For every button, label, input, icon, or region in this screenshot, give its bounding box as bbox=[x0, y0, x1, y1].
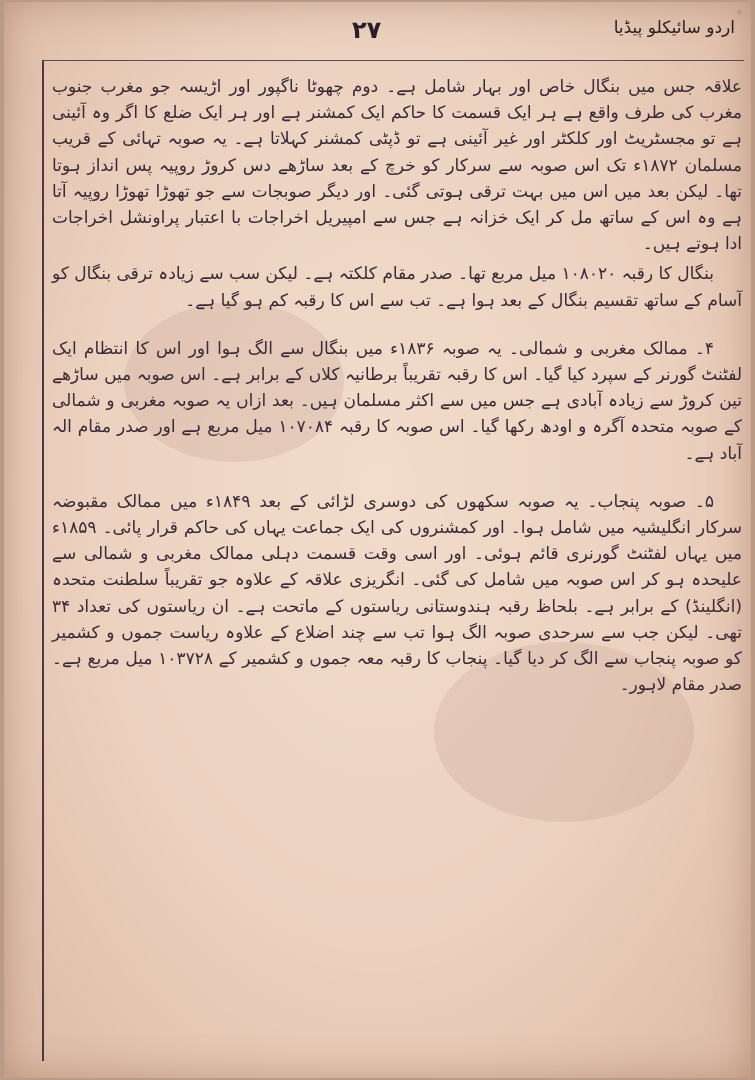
page-header bbox=[4, 2, 751, 52]
corner-mark: ◦ bbox=[736, 6, 744, 20]
paragraph-bengal-revenue: علاقہ جس میں بنگال خاص اور بہار شامل ہے۔ دوم چھوٹا ناگپور اور اڑیسہ جو مغرب جنوب مغرب کی طرف واقع ہے ہر ایک قسمت کا حاکم ایک کمشنر ہے اور ہر ایک ضلع کا اگر وہ آئینی ہے تو مجسٹریٹ اور کلکٹر اور غیر آئینی ہے تو ڈپٹی کمشنر کہلاتا ہے۔ یہ صوبہ تہائی کے قریب مسلمان ۱۸۷۲ء تک اس صوبہ سے سرکار کو خرچ کے بعد ساڑھے دس کروڑ روپیہ پس انداز ہوتا تھا۔ لیکن بعد میں اس میں بہت ترقی ہوتی گئی۔ اور دیگر صوبجات سے جو تھوڑا تھوڑا روپیہ آتا ہے وہ اس کے ساتھ مل کر ایک خزانہ ہے جس سے امپیریل اخراجات با اعتبار پراونشل اخراجات ادا ہوتے ہیں۔ bbox=[52, 77, 742, 255]
paragraph-punjab: ۵۔ صوبہ پنجاب۔ یہ صوبہ سکھوں کی دوسری لڑائی کے بعد ۱۸۴۹ء میں ممالک مقبوضہ سرکار انگلیشیہ میں شامل ہوا۔ اور کمشنروں کی ایک جماعت یہاں کی حاکم قرار پائی۔ ۱۸۵۹ء میں یہاں لفٹنٹ گورنری قائم ہوئی۔ اور اسی وقت قسمت دہلی ممالک مغربی و شمالی سے علیحدہ ہو کر اس صوبہ میں شامل کی گئی۔ انگریزی علاقہ کے علاوہ جو تقریباً سلطنت متحدہ (انگلینڈ) کے برابر ہے۔ بلحاظ رقبہ ہندوستانی ریاستوں کے ماتحت ہے۔ ان ریاستوں کی تعداد ۳۴ تھی۔ لیکن جب سے سرحدی صوبہ الگ ہوا تب سے چند اضلاع کے علاوہ ریاست جموں و کشمیر کو صوبہ پنجاب سے الگ کر دیا گیا۔ پنجاب کا رقبہ معہ جموں و کشمیر کے ۱۰۳۷۲۸ میل مربع ہے۔ صدر مقام لاہور۔ bbox=[52, 491, 742, 696]
body-text bbox=[52, 74, 742, 702]
paragraph-northwest-provinces: ۴۔ ممالک مغربی و شمالی۔ یہ صوبہ ۱۸۳۶ء میں بنگال سے الگ ہوا اور اس کا انتظام ایک لفٹنٹ گورنر کے سپرد کیا گیا۔ اس کا رقبہ تقریباً برطانیہ کلاں کے برابر ہے۔ اس صوبہ میں ساڑھے تین کروڑ سے زیادہ آبادی ہے جس میں سے اکثر مسلمان ہیں۔ بعد ازاں یہ صوبہ مغربی و شمالی کے صوبہ متحدہ آگرہ و اودھ رکھا گیا۔ اس صوبہ کا رقبہ ۱۰۷۰۸۴ میل مربع ہے اور صدر مقام الہ آباد ہے۔ bbox=[52, 338, 742, 464]
page-number: ۲۷ bbox=[352, 16, 382, 44]
manuscript-page bbox=[4, 2, 751, 1078]
paragraph-bengal-area: بنگال کا رقبہ ۱۰۸۰۲۰ میل مربع تھا۔ صدر مقام کلکتہ ہے۔ لیکن سب سے زیادہ ترقی بنگال کو آسام کے ساتھ تقسیم بنگال کے بعد ہوا ہے۔ تب سے اس کا رقبہ کم ہو گیا ہے۔ bbox=[52, 264, 742, 311]
running-title: اردو سائیکلو پیڈیا bbox=[613, 18, 735, 38]
